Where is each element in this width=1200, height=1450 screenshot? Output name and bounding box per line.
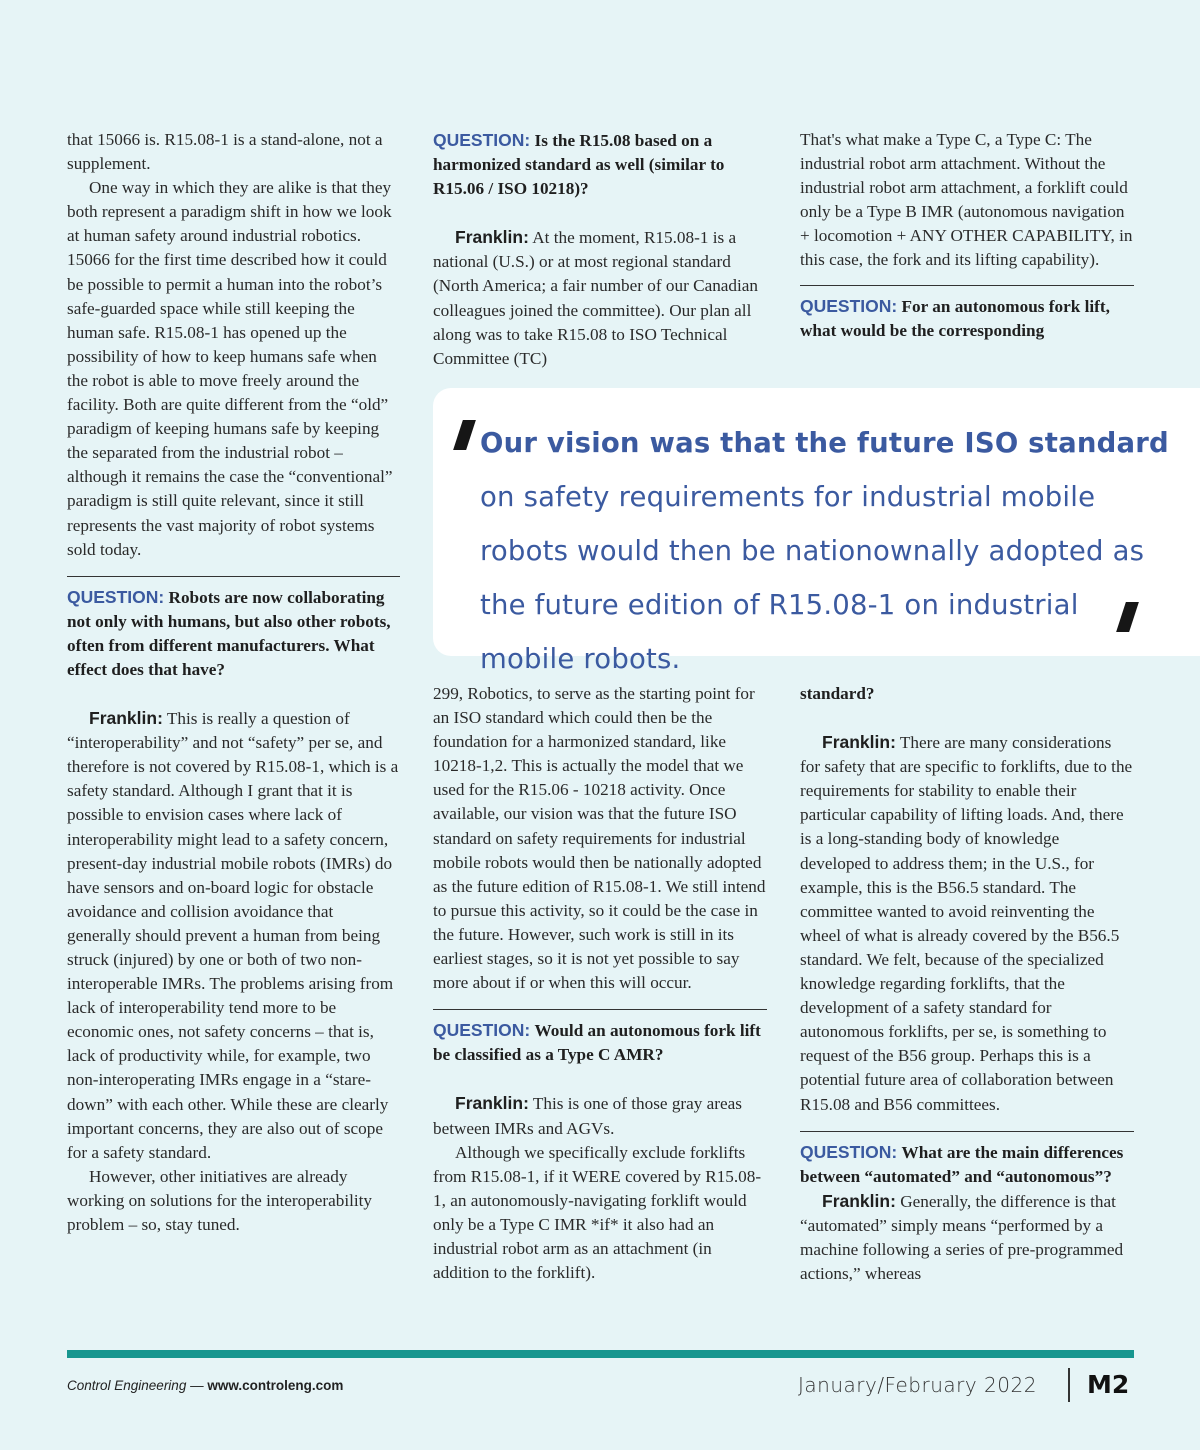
col3-answer-1 bbox=[800, 730, 1134, 1117]
open-quote-mark-icon bbox=[453, 420, 476, 450]
footer-divider bbox=[1068, 1368, 1070, 1402]
question-label: QUESTION: bbox=[800, 295, 898, 316]
col2-answer-1-bottom: 299, Robotics, to serve as the starting point for an ISO standard which could then be the foundation for a harmonized standard, like 10218-1,2. This is actually the model that we used for the R15.06 - 10218 activity. Once available, our vision was that the future ISO standard on safety requirements for industrial mobile robots would then be nationally adopted as the future edition of R15.08-1. We still intend to pursue this activity, so it could be the case in the future. However, such work is still in its earliest stages, so it is not yet possible to say more about if or when this will occur. bbox=[433, 684, 766, 993]
col3-question-2 bbox=[800, 1140, 1134, 1189]
question-text: Would an autonomous fork lift be classified as a Type C AMR? bbox=[433, 1021, 761, 1065]
col2-answer-2 bbox=[433, 1091, 767, 1140]
column-3-bottom bbox=[800, 682, 1134, 1286]
column-2-top bbox=[433, 128, 767, 371]
col1-answer-1 bbox=[67, 706, 400, 1165]
column-1 bbox=[67, 128, 400, 1237]
answer-text: This is really a question of “interoperability” and not “safety” per se, and therefore is not covered by R15.08-1, which is a safety standard. Although I grant that it is possible to envision cases where lack of interoperability might lead to a safety concern, present-day industrial mobile robots (IMRs) do have sensors and on-board logic for obstacle avoidance and collision avoidance that generally should prevent a human from being struck (injured) by one or both of two non-interoperable IMRs. The problems arising from lack of interoperability tend more to be economic ones, not safety concerns – that is, lack of productivity while, for example, two non-interoperating IMRs engage in a “stare-down” with each other. While these are clearly important concerns, they are also out of scope for a safety standard. bbox=[67, 709, 399, 1162]
question-label: QUESTION: bbox=[433, 1020, 531, 1041]
question-text: Robots are now collaborating not only with humans, but also other robots, often from different manufacturers. What effect does that have? bbox=[67, 587, 391, 679]
col1-question bbox=[67, 585, 400, 682]
column-2-bottom bbox=[433, 682, 767, 1285]
footer-bar bbox=[67, 1350, 1134, 1358]
issue-date: January/February 2022 bbox=[798, 1373, 1037, 1397]
magazine-name: Control Engineering bbox=[67, 1378, 187, 1393]
col3-answer-2 bbox=[800, 1189, 1134, 1286]
answer-text: At the moment, R15.08-1 is a national (U.S.) or at most regional standard (North America; a fair number of our Canadian colleagues joined the committee). Our plan all along was to take R15.08 to ISO Technical Committee (TC) bbox=[433, 228, 759, 368]
pull-quote-body: on safety requirements for industrial mobile robots would then be nationownally adopted as the future edition of R15.08-1 on industrial mobile robots. bbox=[480, 481, 1145, 675]
col2-answer-3: Although we specifically exclude forklifts from R15.08-1, if it WERE covered by R15.08-1, an autonomously-navigating forklift would only be a Type C IMR *if* it also had an industrial robot arm as an attachment (in addition to the forklift). bbox=[433, 1142, 762, 1283]
col2-answer-1-top bbox=[433, 225, 767, 371]
col3-paragraph-top: That's what make a Type C, a Type C: The industrial robot arm attachment. Without the industrial robot arm attachment, a forklift could only be a Type B IMR (autonomous navigation + locomotion + ANY OTHER CAPABILITY, in this case, the fork and its lifting capability). bbox=[800, 130, 1133, 270]
speaker-label: Franklin: bbox=[822, 1190, 896, 1211]
column-3-top bbox=[800, 128, 1134, 343]
col3-question-1-top bbox=[800, 294, 1134, 343]
col3-question-1-bottom: standard? bbox=[800, 684, 875, 703]
speaker-label: Franklin: bbox=[89, 708, 163, 729]
footer-dash: — bbox=[186, 1378, 208, 1393]
question-label: QUESTION: bbox=[800, 1141, 898, 1162]
answer-text: This is one of those gray areas between IMRs and AGVs. bbox=[433, 1094, 742, 1138]
answer-text: There are many considerations for safety that are specific to forklifts, due to the requirements for stability to enable their particular capability of lifting loads. And, there is a long-standing body of knowledge developed to address them; in the U.S., for example, this is the B56.5 standard. The committee wanted to avoid reinventing the wheel of what is already covered by the B56.5 standard. We felt, because of the specialized knowledge regarding forklifts, that the development of a safety standard for autonomous forklifts, per se, is something to request of the B56 group. Perhaps this is a potential future area of collaboration between R15.08 and B56 committees. bbox=[800, 733, 1133, 1114]
col1-answer-2: However, other initiatives are already working on solutions for the interoperability problem – so, stay tuned. bbox=[67, 1166, 373, 1235]
col2-question-2 bbox=[433, 1018, 767, 1067]
question-text: Is the R15.08 based on a harmonized standard as well (similar to R15.06 / ISO 10218)? bbox=[433, 131, 725, 199]
question-label: QUESTION: bbox=[67, 586, 165, 607]
answer-text: Generally, the difference is that “automated” simply means “performed by a machine following a series of pre-programmed actions,” whereas bbox=[800, 1191, 1124, 1284]
page-number: M2 bbox=[1087, 1370, 1130, 1399]
col2-question-1 bbox=[433, 128, 767, 201]
col1-paragraph-1: that 15066 is. R15.08-1 is a stand-alone, not a supplement. bbox=[67, 130, 383, 174]
speaker-label: Franklin: bbox=[455, 1093, 529, 1114]
col1-paragraph-2: One way in which they are alike is that they both represent a paradigm shift in how we look at human safety around industrial robotics. 15066 for the first time described how it could be possible to permit a human into the robot’s safe-guarded space while still keeping the human safe. R15.08-1 has opened up the possibility of how to keep humans safe when the robot is able to move freely around the facility. Both are quite different from the “old” paradigm of keeping humans safe by keeping the separated from the industrial robot – although it remains the case the “conventional” paradigm is still quite relevant, since it still represents the vast majority of robot systems sold today. bbox=[67, 178, 393, 559]
question-text: For an autonomous fork lift, what would be the corresponding bbox=[800, 296, 1110, 340]
pull-quote-box bbox=[433, 388, 1200, 675]
magazine-url: www.controleng.com bbox=[207, 1378, 344, 1393]
footer-credit bbox=[67, 1378, 343, 1393]
pull-quote-text bbox=[480, 416, 1180, 686]
question-label: QUESTION: bbox=[433, 130, 531, 150]
question-text: What are the main differences between “automated” and “autonomous”? bbox=[800, 1142, 1124, 1186]
speaker-label: Franklin: bbox=[455, 227, 529, 248]
speaker-label: Franklin: bbox=[822, 732, 896, 753]
pull-quote-emphasis: Our vision was that the future ISO standard bbox=[480, 427, 1169, 459]
